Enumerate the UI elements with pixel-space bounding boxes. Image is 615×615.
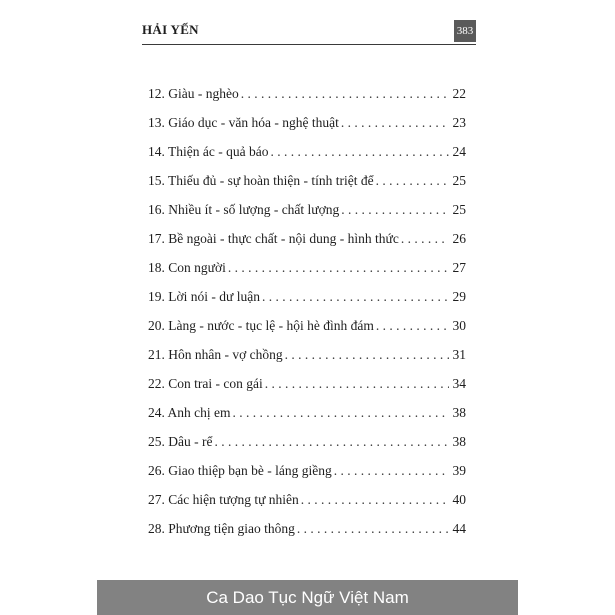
toc-entry bbox=[148, 463, 466, 492]
toc-entry-page: 38 bbox=[452, 405, 466, 420]
dot-leader bbox=[270, 144, 448, 160]
toc-entry-title: 12. Giàu - nghèo bbox=[148, 86, 239, 101]
toc-entry bbox=[148, 405, 466, 434]
toc-entry-title: 19. Lời nói - dư luận bbox=[148, 289, 260, 304]
dot-leader bbox=[376, 173, 449, 189]
toc-entry-title: 15. Thiếu đủ - sự hoàn thiện - tính triệt để bbox=[148, 173, 374, 188]
toc-entry bbox=[148, 115, 466, 144]
toc-entry bbox=[148, 173, 466, 202]
toc-entry bbox=[148, 202, 466, 231]
toc-entry-page: 31 bbox=[452, 347, 466, 362]
toc-entry-page: 38 bbox=[452, 434, 466, 449]
toc-entry bbox=[148, 86, 466, 115]
dot-leader bbox=[228, 260, 449, 276]
toc-entry-title: 24. Anh chị em bbox=[148, 405, 231, 420]
toc-entry bbox=[148, 434, 466, 463]
toc-entry bbox=[148, 144, 466, 173]
toc-entry-title: 21. Hôn nhân - vợ chồng bbox=[148, 347, 283, 362]
toc-entry bbox=[148, 347, 466, 376]
dot-leader bbox=[265, 376, 449, 392]
toc-entry-page: 25 bbox=[452, 202, 466, 217]
toc-entry-page: 30 bbox=[452, 318, 466, 333]
toc-entry bbox=[148, 231, 466, 260]
table-of-contents bbox=[148, 86, 466, 550]
toc-entry-title: 18. Con người bbox=[148, 260, 226, 275]
toc-entry-page: 34 bbox=[452, 376, 466, 391]
dot-leader bbox=[262, 289, 449, 305]
toc-entry-title: 22. Con trai - con gái bbox=[148, 376, 263, 391]
toc-entry-title: 14. Thiện ác - quả báo bbox=[148, 144, 269, 159]
toc-entry-page: 29 bbox=[452, 289, 466, 304]
toc-entry-title: 13. Giáo dục - văn hóa - nghệ thuật bbox=[148, 115, 339, 130]
toc-entry-page: 25 bbox=[452, 173, 466, 188]
toc-entry-page: 24 bbox=[452, 144, 466, 159]
toc-entry-page: 40 bbox=[452, 492, 466, 507]
toc-entry-title: 16. Nhiều ít - số lượng - chất lượng bbox=[148, 202, 340, 217]
dot-leader bbox=[401, 231, 449, 247]
page-number: 383 bbox=[454, 20, 476, 42]
toc-entry-title: 20. Làng - nước - tục lệ - hội hè đình đám bbox=[148, 318, 374, 333]
toc-entry bbox=[148, 376, 466, 405]
dot-leader bbox=[301, 492, 449, 508]
dot-leader bbox=[297, 521, 449, 537]
toc-entry bbox=[148, 521, 466, 550]
dot-leader bbox=[341, 202, 448, 218]
toc-entry bbox=[148, 318, 466, 347]
toc-entry-title: 27. Các hiện tượng tự nhiên bbox=[148, 492, 299, 507]
dot-leader bbox=[376, 318, 449, 334]
toc-entry-page: 22 bbox=[452, 86, 466, 101]
dot-leader bbox=[214, 434, 448, 450]
page-header bbox=[142, 22, 476, 45]
toc-entry-title: 28. Phương tiện giao thông bbox=[148, 521, 295, 536]
toc-entry-page: 44 bbox=[452, 521, 466, 536]
dot-leader bbox=[285, 347, 449, 363]
title-banner: Ca Dao Tục Ngữ Việt Nam bbox=[97, 580, 518, 615]
toc-entry-page: 27 bbox=[452, 260, 466, 275]
dot-leader bbox=[341, 115, 449, 131]
dot-leader bbox=[233, 405, 449, 421]
toc-entry bbox=[148, 289, 466, 318]
toc-entry bbox=[148, 492, 466, 521]
dot-leader bbox=[334, 463, 449, 479]
toc-entry-title: 25. Dâu - rể bbox=[148, 434, 213, 449]
toc-entry-page: 39 bbox=[452, 463, 466, 478]
author-name: HẢI YẾN bbox=[142, 22, 199, 37]
dot-leader bbox=[241, 86, 449, 102]
toc-entry-title: 17. Bề ngoài - thực chất - nội dung - hình thức bbox=[148, 231, 399, 246]
toc-entry-title: 26. Giao thiệp bạn bè - láng giềng bbox=[148, 463, 332, 478]
toc-entry-page: 26 bbox=[452, 231, 466, 246]
toc-entry bbox=[148, 260, 466, 289]
toc-entry-page: 23 bbox=[452, 115, 466, 130]
